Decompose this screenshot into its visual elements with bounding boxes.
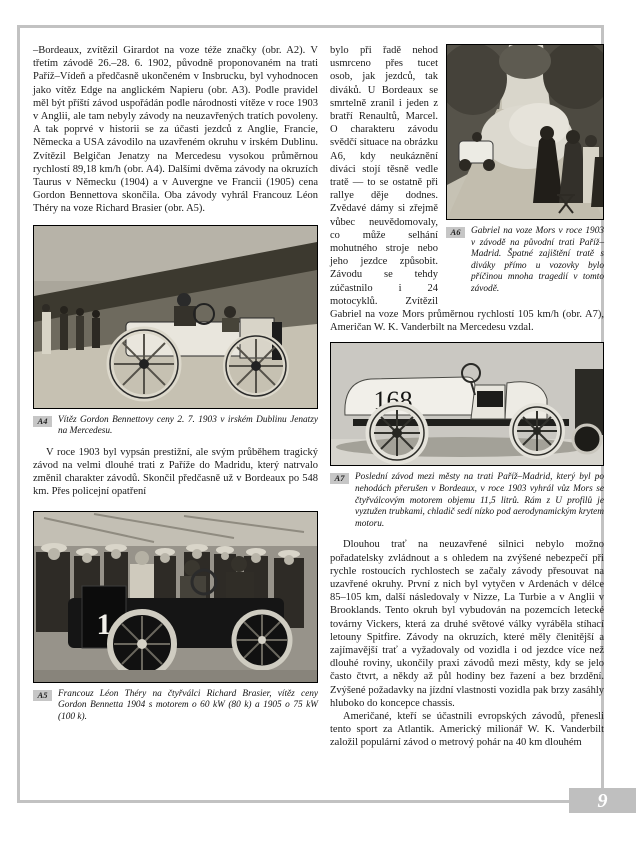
frame-bottom-rule [17,800,569,803]
right-paragraph-1: bylo při řadě nehod usmrceno přes tucet osob, jak jezdců, tak diváků. U Bordeaux se smrtelně zranil i jeden z bratří Renaultů, Marcel. O charakteru závodu svědčí situace na obrázku A6, kdy neukáznění diváci stojí těsně vedle tratě — to se ostatně při rallye děje dodnes. Zvědavé dámy si zřejmě vůbec neuvědomovaly, co může selhání mohutného stroje nebo jeho jezdce způsobit. Závodu se tehdy zúčastnilo i 24 motocyklů. Zvítězil Gabriel na voze Mors průměrnou rychlostí 105 km/h (obr. A7), Američan W. K. Vanderbilt na Mercedesu vzdal. [330,45,604,334]
right-paragraph-3: Američané, kteří se účastnili evropských závodů, přenesli tento sport za Atlantik. Americký milionář W. K. Vanderbilt založil populární závod o metrový pohár na 40 km dlouhém [330,711,604,749]
page-number: 9 [597,789,608,812]
frame-top-rule [17,25,604,28]
caption-a5-text: Francouz Léon Théry na čtyřválci Richard Brasier, vítěz ceny Gordon Bennetta 1904 s motorem o 60 kW (80 k) a 1905 o 75 kW (100 k). [58,688,318,722]
frame-left-rule [17,25,20,803]
figure-a4 [33,225,318,438]
caption-a6 [446,226,604,296]
figure-a6 [446,44,604,296]
left-paragraph-2: V roce 1903 byl vypsán prestižní, ale svým průběhem tragický závod na velmi dlouhé trati z Paříže do Madridu, který natrvalo změnil charakter závodů. Skončil předčasně už v Bordeaux po 548 km. Přes policejní opatření [33,446,318,498]
caption-a4 [33,415,318,438]
caption-a6-text: Gabriel na voze Mors v roce 1903 v závodě na původní trati Paříž–Madrid. Špatné zajištění tratě s diváky přímo u vozovky bylo příčinou mnoha tragedií v tomto závodě. [471,226,604,294]
car-number-1: 1 [96,607,112,641]
caption-a4-label: A4 [33,416,52,427]
right-column [330,44,604,750]
photo-a5-thery-brasier [33,511,318,683]
caption-a7-text: Poslední závod mezi městy na trati Paříž–Madrid, který byl po nehodách přerušen v Bordeaux, v roce 1903 vyhrál vůz Mors se čtyřválcovým motorem objemu 11,5 litrů. Rám z U profilů je vyztužen trubkami, chladič sedí nízko pod aerodynamickým krytem motoru. [355,472,604,529]
caption-a6-label: A6 [446,227,465,238]
left-column [33,44,318,731]
car-number-168: 168 [373,386,413,416]
figure-a7 [330,342,604,530]
caption-a4-text: Vítěz Gordon Bennettovy ceny 2. 7. 1903 v irském Dublinu Jenatzy na Mercedesu. [58,414,318,437]
photo-a6-mors-spectators [446,44,604,220]
caption-a5-label: A5 [33,690,52,701]
caption-a7 [330,472,604,530]
photo-a7-illustration [331,343,603,465]
photo-a6-illustration [447,45,603,219]
photo-a5-illustration [34,512,317,682]
photo-a4-illustration [34,226,317,408]
photo-a4-race-car-dublin [33,225,318,409]
photo-a7-mors-168 [330,342,604,466]
left-paragraph-1: –Bordeaux, zvítězil Girardot na voze téže značky (obr. A2). V třetím závodě 26.–28. 6. 1902, původně proponovaném na trati Paříž–Vídeň a předčasně ukončeném v Insbrucku, byl vyhodnocen jako vítěz Edge na anglickém Napieru (obr. A3). Podle pravidel měl být příští závod uspořádán podle národnosti vítěze v roce 1903 v Anglii, ale tam nebyly závody na neuzavřených tratích povoleny. A tak poprvé v historii se za účasti jezdců z Anglie, Francie, Německa a USA závodilo na uzavřeném okruhu v irském Dublinu. Zvítězil Belgičan Jenatzy na Mercedesu vysokou průměrnou rychlostí 89,18 km/h (obr. A4). Dalšími dvěma závody na okruzích Taurus v Německu (1904) a v Auvergne ve Francii (1905) cena Gordon Bennettova skončila. Oba závody vyhrál Francouz Léon Théry na voze Richard Brasier (obr. A5). [33,45,318,215]
caption-a7-label: A7 [330,473,349,484]
right-paragraph-2: Dlouhou trať na neuzavřené silnici nebylo možno pořadatelsky zvládnout a s ohledem na zvýšené nebezpečí při rychle rostoucích rychlostech se začaly závody přesouvat na uzavřené okruhy. První z nich byl vytyčen v Ardenách v délce 85–105 km, další následovaly v Nizze, La Turbie a v Anglii v Brooklands. Tento okruh byl vybudován na pozemcích letecké továrny Vickers, která za druhé světové války vyráběla stíhací letouny Spitfire. Závody na okruzích, které měly členitější a zajímavější trať a vyžadovaly od vozidla i od jezdce více než dlouhé roviny, ukončily praxi závodů mezi městy, kdy se jelo často čtvrt, a někdy až půl hodiny bez řazení a bez brzdění. Zvýšené požadavky na jízdní vlastnosti vozidla pak brzy zasáhly hluboko do koncepce chassis. [330,539,604,709]
figure-a5 [33,511,318,724]
caption-a5 [33,689,318,724]
page-number-box [569,788,636,813]
